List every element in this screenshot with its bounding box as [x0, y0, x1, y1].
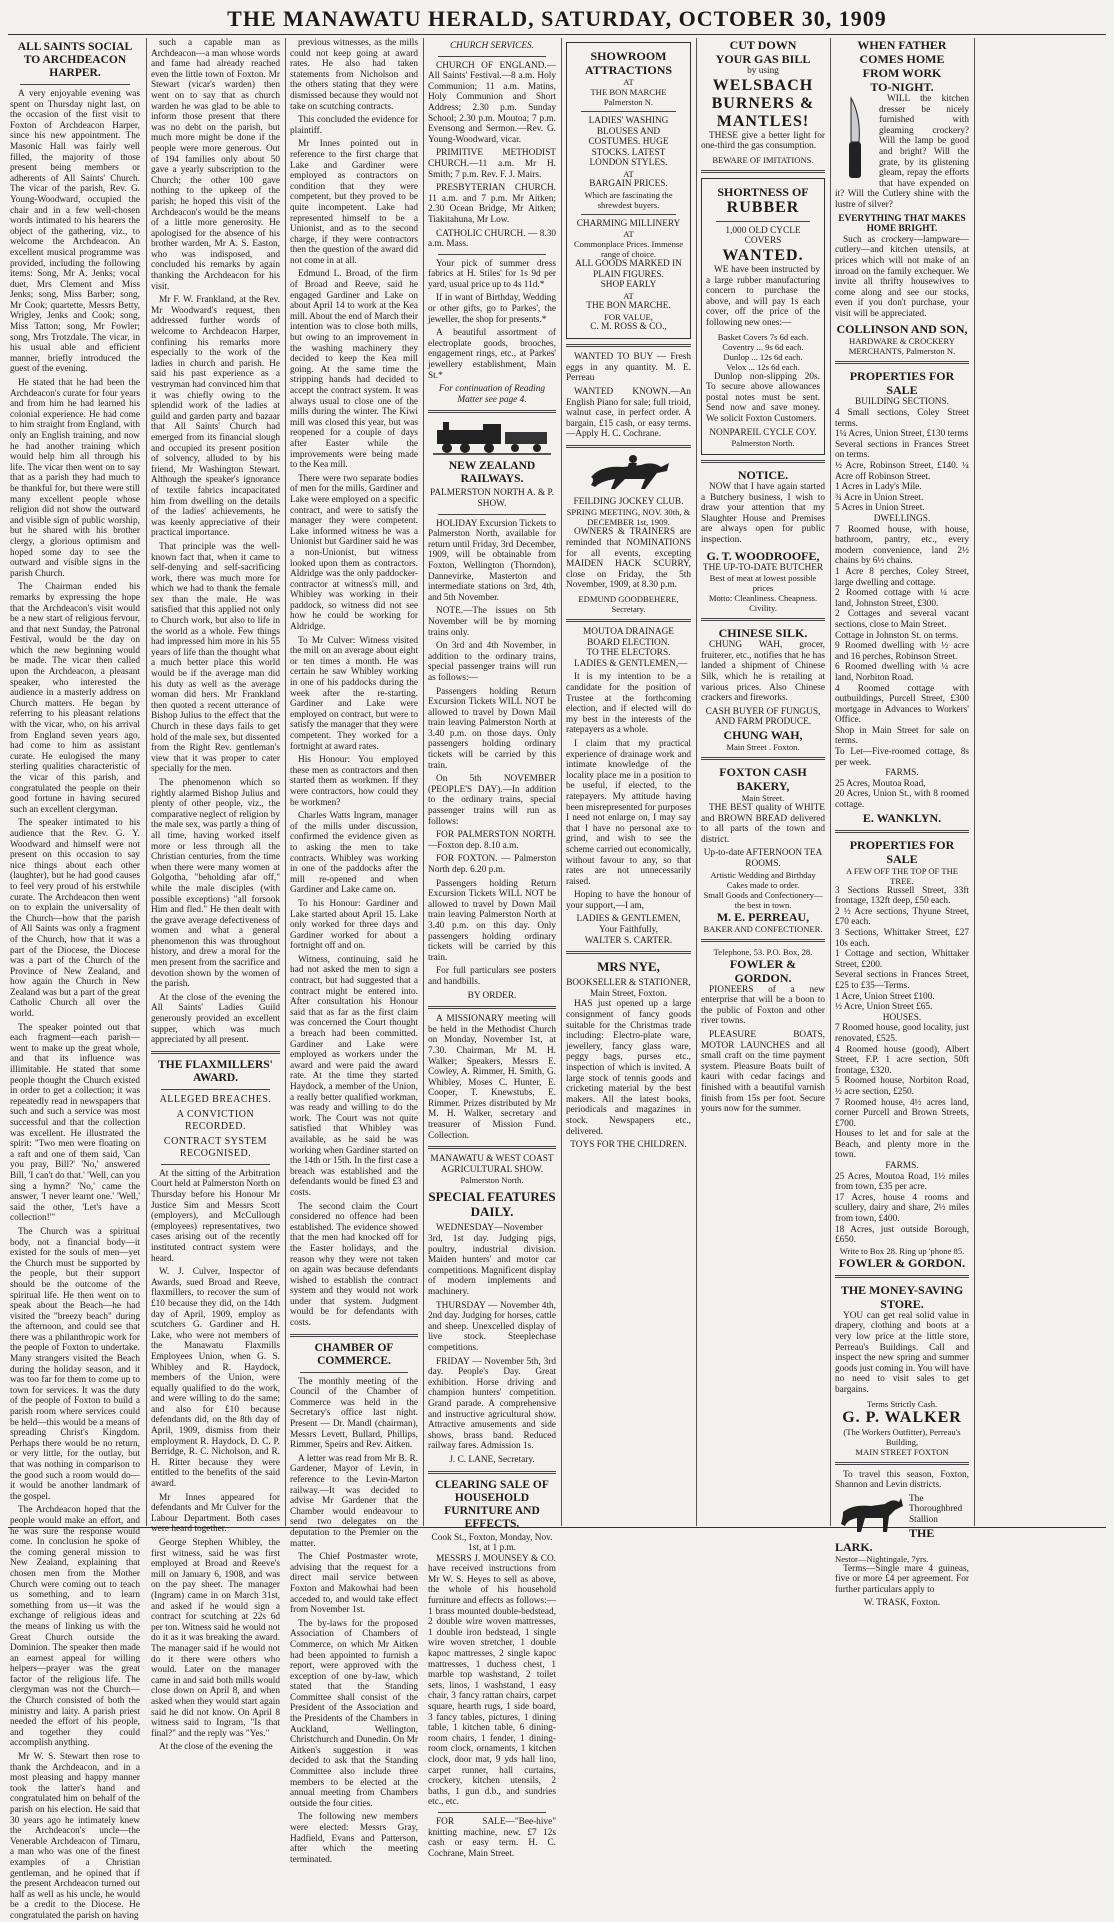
paragraph: The Church was a spiritual body, not a financial body—it existed for the souls of men—yet the Church must be supported by the people, but their support should be the outcome of the spiritual life. He then went on to speak about the Beach—he had visited the "breezy beach" during the afternoon, and could see that there was a philanthropic work for the people of Foxton to undertake. Many strangers visited the Beach during the holiday season, and it was too far for them to come up to town for services. It was the duty of the people of Foxton to build a parish room where services could be held—this would be a means of spreading Christ's Kingdom. Perhaps there would be no return, or very little, for the outlay, but that was nothing in comparison to the good such a room would do—it would be another landmark of the gospel.	[10, 1226, 140, 1502]
classified: WANTED KNOWN.—An English Piano for sale; full trioid, walnut case, in perfect order. A bargain, £15 cash, or easy terms.—Apply H. C. Cochrane.	[566, 386, 691, 440]
paragraph: PLEASURE BOATS, MOTOR LAUNCHES and all small craft on the time payment system. Pleasure Boats built of kauri with cedar facings and finished with a beautiful varnish finish from 15s per foot. Secure yours now for the summer.	[701, 1029, 825, 1115]
mrsnye-heading: MRS NYE,	[597, 959, 660, 975]
list-item: 20 Acres, Union St., with 8 roomed cottage.	[835, 789, 969, 811]
properties-heading: PROPERTIES FOR SALE	[849, 369, 955, 398]
divider	[438, 514, 546, 515]
article-headline: THE FLAXMILLERS' AWARD.	[158, 1058, 273, 1084]
walker-place: MAIN STREET FOXTON	[855, 1446, 949, 1457]
subheading: CONTRACT SYSTEM RECOGNISED.	[163, 1135, 268, 1159]
divider	[716, 221, 810, 222]
walker-name: G. P. WALKER	[842, 1408, 962, 1426]
show-heading: SPECIAL FEATURES DAILY.	[428, 1189, 556, 1220]
paragraph: At the sitting of the Arbitration Court held at Palmerston North on Thursday before his Honour Mr Justice Sim and Messrs Scott (employers), and McCullough (employees) representatives, two cases arising out of the recently instituted contract system were heard.	[151, 1168, 280, 1264]
divider	[566, 344, 691, 347]
article-headline: CHAMBER OF COMMERCE.	[314, 1341, 394, 1367]
notice-heading: NOTICE.	[737, 468, 789, 483]
column-4	[428, 38, 556, 1859]
ad-line: Which are fascinating the shrewdest buyers.	[584, 189, 673, 210]
divider	[438, 1812, 546, 1813]
divider	[566, 445, 691, 448]
masthead-rule	[8, 34, 1106, 35]
list-item: 4 Roomed cottage with outbuildings, Purcell Street, £300 mortgage in Advances to Workers' Office.	[835, 683, 969, 726]
list-item: 1 Acres in Lady's Mile.	[835, 482, 922, 493]
ad-line: Palmerston N.	[603, 97, 654, 107]
paragraph: The phenomenon which so rightly alarmed Bishop Julius and plenty of other people, viz., the comparative neglect of religion by the male sex, was partly a thing of all time, having worked itself more or less through all the Christian centuries, from the time when there were many women at Golgotha, "beholding afar off," while the male disciples (with possible exceptions) "all forsook Him and fled." He then dealt with the grave average defectiveness of women and what a general phenomenon this was throughout history, and drew a moral for the men present from the sacrifice and devotion shown by the women of the parish.	[151, 777, 280, 990]
ad-line: Palmerston North.	[731, 438, 795, 449]
notice-item: Your pick of summer dress fabrics at H. Stiles' for 1s 9d per yard, usual price up to 4s 11d.*	[428, 258, 556, 290]
ad-line: FOR VALUE,	[604, 311, 653, 322]
column-5	[566, 38, 691, 1526]
paragraph: Mr W. S. Stewart then rose to thank the Archdeacon, and in a most pleasing and happy manner took the latter's hand and congratulated him on behalf of the parish on his election. He said that 30 years ago he intimately knew the Archdeacon's uncle—the Venerable Archdeacon of Timaru, a man who was one of the finest examples of a Christian gentleman, and he opined that if the present Archdeacon turned out half as well as his uncle, he would be a credit to the Diocese. He congratulated the parish on having	[10, 1752, 140, 1921]
paragraph: Hoping to have the honour of your support,—I am,	[566, 890, 691, 911]
paragraph: Passengers holding Return Excursion Tickets WILL NOT be allowed to travel by Down Mail train leaving Palmerston North at 3.40 p.m. on those days. Only passengers holding ordinary tickets will be carried by this train.	[428, 686, 556, 771]
paragraph: The second claim the Court considered no offence had been established. The evidence showed that the men had knocked off for the Easter holidays, and the reason why they were not taken on again was because defendants wished to establish the contract system and they would not work under that system. Judgment would be for defendants with costs.	[290, 1201, 418, 1329]
butcher-sub: THE UP-TO-DATE BUTCHER	[702, 562, 824, 573]
ad-line: Up-to-date AFTERNOON TEA ROOMS.	[703, 848, 823, 869]
paragraph: The by-laws for the proposed Association of Chambers of Commerce, on which Mr Aitken had been appointed to furnish a report, were approved with the exception of one by-law, which stated that the Standing Committee shall consist of the President of the Association and the Presidents of the Chambers in Auckland, Wellington, Christchurch and Dunedin. On Mr Aitken's suggestion it was decided to ask that the Standing Committee also include three members to be elected at the annual meeting from Chambers outside the four cities.	[290, 1618, 418, 1809]
service-item: PRIMITIVE METHODIST CHURCH.—11 a.m. Mr H. Smith; 7 p.m. Rev. F. J. Mairs.	[428, 148, 556, 180]
column-divider	[285, 38, 286, 1526]
divider	[428, 1006, 556, 1009]
column-2	[151, 38, 280, 1753]
paragraph: HOLIDAY Excursion Tickets to Palmerston North, available for return until Friday, 3rd December, 1909, will be obtainable from Foxton, Wellington (Thorndon), Dannevirke, Masterton and intermediate stations on 3rd, 4th, and 5th November.	[428, 518, 556, 603]
column-6	[701, 38, 825, 1526]
paragraph: The monthly meeting of the Council of the Chamber of Commerce was held in the Secretary's office last night. Present — Dr. Mandl (chairman), Messrs Levett, Bullard, Phillips, Rimmer, Speirs and Rev. Aitken.	[290, 1376, 418, 1451]
paragraph: The speaker intimated to his audience that the Rev. G. Y. Woodward and himself were not present on this occasion to say nice things about each other (laughter), but he had good causes to feel very proud of his erstwhile curate. The Archdeacon then went on to explain the universality of the Church—how that the parish of All Saints was only a fragment of the Church, how that it was a part of the Diocese, the Diocese was a part of the Church of the Province of New Zealand, and how again the Church in New Zealand was but a part of the great Catholic Church all over the world.	[10, 818, 140, 1020]
lark-name: THE LARK.	[835, 1525, 935, 1554]
properties-sub: FARMS.	[885, 1161, 919, 1172]
column-divider	[146, 38, 147, 1526]
bakery-place: Main Street.	[741, 793, 785, 803]
train-illustration	[433, 418, 551, 456]
collinson-sub: HARDWARE & CROCKERY MERCHANTS, Palmerston N.	[848, 336, 956, 357]
paragraph: On 3rd and 4th November, in addition to the ordinary trains, special passenger trains will run as follows:—	[428, 641, 556, 683]
list-item: ½ Acre, Robinson Street, £140. ¼ Acre off Robinson Street.	[835, 461, 969, 482]
divider	[701, 170, 825, 173]
paragraph: The speaker pointed out that each fragment—each parish—went to make up the great whole, and that its influence was illimitable. He stated that some people thought the Church existed in order to get a collection; it was repeatedly read in newspapers that such and such a service was most successful and that the collection was excellent. He illustrated the spirit: "Two men were floating on a raft and one of them said, 'Can you pray, Bill?' 'No,' answered Bill, 'I can't do that.' 'Well, can you sing a hymn?' 'No,' came the answer, 'I never learnt one.' 'Well,' said the other, 'Let's have a collection!'"	[10, 1022, 140, 1224]
ad-line: Artistic Wedding and Birthday Cakes made to order.	[710, 869, 816, 890]
showroom-ad	[566, 42, 691, 339]
subheading: ALLEGED BREACHES.	[159, 1093, 272, 1105]
paragraph: FOR PALMERSTON NORTH.—Foxton dep. 8.10 a.m.	[428, 830, 556, 851]
paragraph: A MISSIONARY meeting will be held in the Methodist Church on Monday, November 1st, at 7.30. Chairman, Mr M. H. Walker; Speakers, Messrs E. Cowley, A. Rimmer, H. Smith, G. Whibley, Moses C. Hunter, E. Cooper, T. Knewstubs, E. Rimmer. Prizes distributed by Mr M. H. Walker, secretary and treasurer of Mission Fund. Collection.	[428, 1014, 556, 1141]
paragraph: This concluded the evidence for plaintiff.	[290, 115, 418, 136]
horse-jockey-illustration	[581, 453, 677, 493]
classified: WANTED TO BUY — Fresh eggs in any quantity. M. E. Perreau	[566, 352, 691, 384]
paragraph: Edmund L. Broad, of the firm of Broad and Reeve, said he engaged Gardiner and Lake on about April 14 to work at the Kea mill. About the end of March their intention was to close both mills, but owing to an improvement in the washing machinery they decided to keep the Kea mill going. At the same time the stripping hands had decided to accept the contract system. It was always usual to close one of the mills during the winter. The Kiwi mill was closed this year, but was reopened for a couple of days after Easter while the improvements were being made to the Kea mill.	[290, 269, 418, 471]
service-item: PRESBYTERIAN CHURCH. 11 a.m. and 7 p.m. Mr Aitken; 2.30 Ocean Bridge, Mr Aitken; Tiakitahuna, Mr Low.	[428, 183, 556, 225]
bakery-heading: FOXTON CASH BAKERY,	[719, 765, 807, 793]
divider	[428, 1471, 556, 1474]
list-item: 1 Cottage and section, Whittaker Street, £200.	[835, 949, 969, 970]
ad-line: BARGAIN PRICES.	[589, 178, 668, 189]
divider	[438, 254, 546, 255]
ad-line: CUT DOWN	[729, 38, 797, 52]
moneysaving-heading: THE MONEY-SAVING STORE.	[840, 1282, 964, 1311]
ad-line: YOUR GAS BILL	[715, 52, 811, 66]
paragraph: Mr F. W. Frankland, at the Rev. Mr Woodward's request, then addressed further words of welcome to Archdeacon Harper, confining his remarks more especially to the work of the ladies in church and parish. He said his past experience as a vestryman had convinced him that it was chiefly owing to the splendid work of the ladies at guild and garden party and bazaar that All Saints' Church had emerged from its financial slough and occupied its present position of solvency, alluded to by his friend, Mr Washington Stewart. Although the speaker's ignorance of textile fabrics incapacitated him from dwelling on the details of the ladies' achievements, he was keenly appreciative of their practical importance.	[151, 295, 280, 539]
paragraph: To Mr Culver: Witness visited the mill on an average about eight or ten times a month. He was certain he saw Whibley working in one of his paddocks during the week after the re-starting. Gardiner and Lake were employed on contract, but were to satisfy the manager that they were competent. They worked for a fortnight at award rates.	[290, 635, 418, 752]
show-title: MANAWATU & WEST COAST AGRICULTURAL SHOW.	[430, 1154, 554, 1175]
list-item: 9 Roomed dwelling with ½ acre and 16 perches, Robinson Street.	[835, 641, 969, 662]
collinson-name: COLLINSON AND SON,	[836, 322, 968, 337]
divider	[428, 1146, 556, 1149]
paragraph: THESE give a better light for one-third the gas consumption.	[701, 130, 825, 152]
list-item: 4 Roomed house (good), Albert Street, F.P. 1 acre section, 50ft frontage, £320.	[835, 1044, 969, 1076]
paragraph: For full particulars see posters and handbills.	[428, 966, 556, 987]
divider	[701, 460, 825, 463]
paragraph: The Archdeacon hoped that the people would make an effort, and he was sure the response would come. In conclusion he spoke of the coming general mission to New Zealand, explaining that chosen men from the Mother Church were coming out to teach us something, and to learn something from us—it was the exchange of religious ideas and the means of linking us with the Great Church outside the Dominion. The speaker then made an earnest appeal for willing helpers—prayer was the great factor of the religious life. The clergyman was not the Church—the Church consisted of both the ministry and laity. A parish priest needed the effort of his people, and together they could accomplish anything.	[10, 1505, 140, 1749]
column-divider	[423, 38, 424, 1526]
service-item: CATHOLIC CHURCH. — 8.30 a.m. Mass.	[428, 228, 556, 250]
toys-line: TOYS FOR THE CHILDREN.	[570, 1140, 687, 1151]
list-item: 4 Small sections, Coley Street terms.	[835, 408, 969, 429]
mrsnye-place: Main Street, Foxton.	[590, 988, 667, 999]
divider	[701, 939, 825, 942]
electors-heading: TO THE ELECTORS.	[586, 648, 671, 659]
divider	[161, 1164, 270, 1165]
list-item: ½ Acre, Union Street £65.	[835, 1002, 933, 1013]
column-divider	[974, 38, 975, 1526]
paragraph: I claim that my practical experience of drainage work and intimate knowledge of the locality place me in a position to be useful, if elected, to the ratepayers. My attitude having been misrepresented for purposes I need not enlarge on, I may say that I have no personal axe to grind, and wish to see the scheme carried out economically, without favour to any, so that rates are not unnecessarily raised.	[566, 738, 691, 887]
jockey-club: FEILDING JOCKEY CLUB.	[573, 496, 684, 507]
chungwah-place: Main Street . Foxton.	[726, 742, 800, 752]
divider	[701, 757, 825, 760]
list-item: Shop in Main Street for sale on terms.	[835, 725, 969, 747]
paragraph: At the close of the evening the All Saints' Ladies Guild generously provided an excellent supper, which was much appreciated by all present.	[151, 992, 280, 1046]
list-item: 17 Acres, house 4 rooms and scullery, dairy and share, 2½ miles from town, £400.	[835, 1192, 969, 1225]
paragraph: Such as crockery—lampware—cutlery—and kitchen utensils, at prices which will not make of an inroad on the family exchequer. We invite all thrifty housewives to come along and see our stocks, even if you don't purchase, your visit will be appreciated.	[835, 234, 969, 319]
show-place: Palmerston North.	[460, 1175, 524, 1186]
divider	[566, 619, 691, 622]
list-item: 2 ½ Acre sections, Thyune Street, £70 each.	[835, 906, 969, 928]
ad-line: COMES HOME	[859, 52, 945, 66]
list-item: 7 Roomed house, good locality, just renovated, £525.	[835, 1023, 969, 1044]
wanklyn-name: E. WANKLYN.	[862, 810, 942, 825]
divider	[161, 1089, 270, 1090]
paragraph: A very enjoyable evening was spent on Thursday night last, on the occasion of the first visit to Foxton of Archdeacon Harper, since his new appointment. The Masonic Hall was fairly well filled, the majority of those present being members or adherents of All Saints' Church. The vicar of the parish, Rev. G. Young-Woodward, occupied the chair and in a few well-chosen words intimated to his hearers the object of the gathering, viz., to welcome the Archdeacon. An excellent musical programme was provided, including the following items: Song, Mr A. Jenks; vocal duet, Mrs Clement and Miss Jenks; song, Miss Barber; song, Mr Cook; quartette, Messrs Betty, Wrigley, Jenks and Cook; song, Miss Tatton; song, Mr Fowler; song, Mrs Trotzdale. The vicar, in his usual able and efficient manner, briefly introduced the guest of the evening.	[10, 89, 140, 375]
column-divider	[561, 38, 562, 1526]
ad-line: WELSBACH	[712, 76, 814, 94]
silk-heading: CHINESE SILK.	[718, 626, 808, 641]
paragraph: Dunlop non-slipping 20s. To secure above allowances postal notes must be sent. Send now and save money. We solicit Foxton Customers.	[706, 371, 820, 424]
paragraph: To his Honour: Gardiner and Lake started about April 15. Lake only worked for three days and Gardiner worked for about a fortnight off and on.	[290, 898, 418, 952]
list-item: Cottage in Johnston St. on terms.	[835, 630, 959, 641]
paragraph: LADIES & GENTLEMEN,—	[574, 658, 688, 669]
ad-line: by using	[747, 66, 779, 76]
ad-line: AT	[623, 290, 634, 301]
properties-sub: A FEW OFF THE TOP OF THE TREE.	[845, 865, 959, 886]
divider	[701, 618, 825, 621]
paragraph: W. J. Culver, Inspector of Awards, sued Broad and Reeve, flaxmillers, to recover the sum of £10 because they did, on the 14th day of April, 1909, employ as scutchers G. Gardiner and H. Lake, who were not members of the Manawatu Flaxmills Employees Union, when G. S. Whibley and R. Haydock, members of the Union, were equally qualified to do the work, and were willing to do the same; and also for £10 because defendants did, on the 8th day of April, 1909, dismiss from their employment R. Haydock, D. C. P. Berridge, R. C. Nicholson, and R. H. Ritter because they were entitled to the benefits of the said award.	[151, 1267, 280, 1490]
column-1	[10, 38, 140, 1921]
perreau-sub: BAKER AND CONFECTIONER.	[703, 923, 823, 934]
list-item: 2 Cottages and several vacant sections, close to Main Street.	[835, 609, 969, 630]
properties-sub: BUILDING SECTIONS.	[855, 397, 949, 408]
divider	[581, 111, 676, 112]
paragraph: OWNERS & TRAINERS are reminded that NOMINATIONS for all events, excepting MAIDEN HACK SCURRY, close on Friday, the 5th November, 1909, at 8.30 p.m.	[566, 527, 691, 591]
notice-item: A beautiful assortment of electroplate goods, brooches, engagement rings, etc., at Parkes' jewellery establishment, Main St.*	[428, 328, 556, 381]
ad-line: Commonplace Prices. Immense range of choice.	[573, 239, 684, 260]
knife-illustration	[835, 96, 875, 180]
ad-line: THE BON MARCHE.	[586, 300, 671, 311]
perreau-name: M. E. PERREAU,	[716, 909, 810, 924]
paragraph: Witness, continuing, said he had not asked the men to sign a contract, but had suggested that a contract might be entered into. After consultation his Honour said that as far as the first claim was concerned the Court thought a breach had been committed. Gardiner and Lake were employed as workers under the award and were paid the award rate. At the time they started Haydock, a member of the Union, a really better qualified workman, was ready and willing to do the work. The Court was not quite satisfied that Whibley was available, as he said he was working when Gardiner started on the 14th or 15th. In the first case a breach was established and the defendants would be fined £3 and costs.	[290, 954, 418, 1198]
list-item: To Let—Five-roomed cottage, 8s per week.	[835, 747, 969, 768]
masthead: THE MANAWATU HERALD, SATURDAY, OCTOBER 30, 1909	[227, 6, 887, 31]
spring-meeting: SPRING MEETING, NOV. 30th, & DECEMBER 1st, 1909.	[566, 507, 691, 528]
list-item: 5 Acres in Union Street.	[835, 503, 925, 514]
list-item: ¾ Acre in Union Street.	[835, 492, 924, 503]
list-item: Houses to let and for sale at the Beach, and plenty more in the town.	[835, 1129, 969, 1161]
divider	[20, 84, 130, 85]
properties-sub: DWELLINGS.	[873, 514, 931, 524]
signature: J. C. LANE, Secretary.	[449, 1454, 535, 1465]
fungus-line: CASH BUYER OF FUNGUS, AND FARM PRODUCE.	[705, 706, 821, 728]
ad-line: Velox ... 12s 6d each.	[726, 361, 800, 372]
rubber-ad	[701, 178, 825, 455]
properties-sub: FARMS.	[885, 768, 919, 779]
subheading: A CONVICTION RECORDED.	[176, 1108, 255, 1132]
paragraph: HAS just opened up a large consignment of fancy goods suitable for the Christmas trade including: Electro-plate ware, jewellery, fancy glass ware, peggy bags, purses etc., inspection of which is invited. A large stock of tennis goods and cricketing material by the best makers. All the latest books, periodicals and magazines in stock. Newspapers etc., delivered.	[566, 999, 691, 1137]
walker-sub: (The Workers Outfitter), Perreau's Building,	[843, 1426, 961, 1447]
paragraph: Terms—Single mare 4 guineas, five or more £4 per agreement. For further particulars apply to	[835, 1563, 969, 1595]
terms-line: Terms Strictly Cash.	[866, 1398, 938, 1409]
ad-line: Basket Covers 7s 6d each.	[717, 331, 809, 342]
paragraph: WEDNESDAY—November 3rd, 1st day. Judging pigs, poultry, industrial division. Maiden hunters' and motor car competitions. Magnificent display of modern implements and machinery.	[428, 1223, 556, 1297]
sale-date: Cook St., Foxton, Monday, Nov. 1st, at 1 p.m.	[431, 1532, 553, 1554]
ad-line: The Thoroughbred Stallion	[909, 1493, 963, 1525]
divider	[438, 56, 546, 57]
divider	[835, 830, 969, 833]
contact-line: Write to Box 28. Ring up 'phone 85.	[839, 1245, 965, 1256]
paragraph: WE have been instructed by a large rubber manufacturing concern to purchase the above, and will pay 1s each cover, off the price of the following new ones:—	[706, 264, 820, 328]
article-headline: ALL SAINTS SOCIAL TO ARCHDEACON HARPER.	[17, 41, 133, 79]
signature: LADIES & GENTLEMEN,	[576, 914, 681, 925]
ad-line: LADIES' WASHING BLOUSES AND COSTUMES. HUGE STOCKS. LATEST LONDON STYLES.	[588, 116, 669, 169]
paragraph: To travel this season, Foxton, Shannon and Levin districts.	[835, 1469, 969, 1491]
divider	[428, 410, 556, 413]
notice-item: If in want of Birthday, Wedding or other gifts, go to Parkes', the jeweller, the shop for presents.*	[428, 293, 556, 325]
ad-line: WHEN FATHER	[857, 38, 947, 52]
butcher-name: G. T. WOODROOFE,	[706, 548, 820, 563]
ad-line: SHOP EARLY	[600, 280, 657, 291]
telephone: Telephone, 53. P.O. Box, 28.	[713, 946, 813, 957]
list-item: 25 Acres, Moutoa Road, 1½ miles from town, £35 per acre.	[835, 1171, 969, 1193]
column-divider	[830, 38, 831, 1526]
column-3	[290, 38, 418, 1865]
paragraph: such a capable man as Archdeacon—a man whose words and fame had already reached even the little town of Foxton. Mr Stewart (vicar's warden) then went on to say that as church warden he was glad to be able to inform those present that there was no debt on the parish, but much more might be done if the people were more generous. Out of 194 families only about 50 gave a yearly subscription to the Church; the other 100 gave nothing to the upkeep of the parish; he hoped this visit of the Archdeacon's would be the means of a little more generosity. He apologised for the absence of his brother warden, Mr A. S. Easton, who was indisposed, and concluded his remarks by again thanking the Archdeacon for his visit.	[151, 38, 280, 292]
ad-line: TO-NIGHT.	[870, 80, 934, 94]
list-item: 5 Roomed house, Norbiton Road, ½ acre section, £250.	[835, 1076, 969, 1097]
ad-line: Small Goods and Confectionery—the best in town.	[703, 889, 823, 910]
ad-line: 1,000 OLD CYCLE COVERS	[725, 225, 801, 247]
ad-line: BURNERS &	[711, 94, 815, 112]
paragraph: Passengers holding Return Excursion Tickets WILL NOT be allowed to travel by Down Mail train leaving Palmerston North at 3.40 p.m. on this day. Only passengers holding ordinary tickets will be carried by this train.	[428, 878, 556, 963]
ad-line: NONPAREIL CYCLE COY.	[709, 427, 817, 438]
column-divider	[696, 38, 697, 1526]
paragraph: George Stephen Whibley, the first witness, said he was first employed at Broad and Reeve's mill on January 6, 1908, and was on the pay sheet. The manager (Ingram) came in on March 31st, and asked if he would sign a contract for scutching at 22s 6d per ton. Witness said he would not do it as it was breaking the award. The manager said if he would not do it there were others who would. Later on the manager came in and said both mills would close down on April 8, and when asked when they would start again said he did not know. On April 8 witness said to Ingram, "Is that final?" and the reply was "Yes."	[151, 1538, 280, 1739]
ad-line: WANTED.	[722, 246, 804, 264]
service-item: CHURCH OF ENGLAND.—All Saints' Festival.—8 a.m. Holy Communion; 11 a.m. Matins, Holy Communion and Short Address; 2.30 p.m. Sunday School; 2.30 p.m. Moutoa; 7 p.m. Evensong and Sermon.—Rev. G. Young-Woodward, vicar.	[428, 60, 556, 145]
divider	[581, 214, 676, 215]
list-item: 6 Roomed dwelling with ¼ acre land, Norbiton Road.	[835, 662, 969, 683]
ad-line: Dunlop ... 12s 6d each.	[723, 351, 803, 362]
list-item: 3 Sections Russell Street, 33ft frontage, 132ft deep, £50 each.	[835, 885, 969, 907]
ad-line: CHARMING MILLINERY	[576, 218, 681, 229]
paragraph: That principle was the well-known fact that, when it came to self-denying and self-sacrificing work, there was much more for which we had to thank the female sex than the male. He was satisfied that this applied not only to Church work, but also to life in the world as a whole. Few things had impressed him more in his 55 years of life than the thought what a much better place this world would be if the average man did his duty as well as the average woman did hers. Mr Frankland then quoted a recent utterance of Bishop Julius to the effect that the Church in these days fails to get hold of the male sex, but dissented from the Right Rev. gentleman's view that it was proper to cater specially for the men.	[151, 541, 280, 775]
paragraph: THE BEST quality of WHITE and BROWN BREAD delivered to all parts of the town and district.	[701, 803, 825, 845]
drainage-heading: MOUTOA DRAINAGE BOARD ELECTION.	[583, 627, 674, 648]
ad-line: AT	[623, 168, 634, 179]
signature: Your Faithfully,	[599, 925, 658, 936]
ad-line: SHOWROOM	[590, 49, 667, 63]
properties-heading: PROPERTIES FOR SALE	[849, 837, 955, 866]
paragraph: WILL the kitchen dresser be nicely furnished with gleaming crockery? Will the lamp be good and bright? Will the grate, by its glistening gleam, repay the efforts that have expended on it? Will the Cutlery shine with the lustre of silver?	[835, 94, 969, 210]
signature: BY ORDER.	[467, 990, 517, 1001]
ad-line: Coventry ... 9s 6d each.	[722, 341, 804, 352]
list-item: 2 Roomed cottage with ¼ acre land, Johnston Street, £300.	[835, 588, 969, 609]
paragraph: FRIDAY — November 5th, 3rd day. People's Day. Great exhibition. Horse driving and champion hunters' competition. Grand parade. A comprehensive and instructive agricultural show. Attractive amusements and side shows, brass band. Reduced railway fares. Admission 1s.	[428, 1356, 556, 1452]
ad-line: BEWARE OF IMITATIONS.	[712, 154, 814, 165]
paragraph: YOU can get real solid value in drapery, clothing and boots at a very low price at the little store, Perreau's Buildings. Call and inspect the new spring and summer goods just coming in. You will have no need to visit sales to get bargains.	[835, 1310, 969, 1395]
signature: EDMUND GOODBEHERE, Secretary.	[578, 594, 679, 615]
fowler-name: FOWLER & GORDON.	[838, 1255, 966, 1270]
paragraph: NOTE.—The issues on 5th November will be by morning trains only.	[428, 606, 556, 638]
paragraph: NOW that I have again started a Butchery business, I wish to draw your attention that my Slaughter House and Premises are always open for public inspection.	[701, 482, 825, 546]
paragraph: THURSDAY — November 4th, 2nd day. Judging for horses, cattle and sheep. Unexcelled display of live stock. Steeplechase competitions.	[428, 1300, 556, 1353]
list-item: Several sections in Frances Street on terms.	[835, 439, 969, 461]
ad-line: FROM WORK	[862, 66, 942, 80]
fowler-heading: FOWLER & GORDON.	[729, 956, 797, 985]
continuation-note: For continuation of Reading Matter see page 4.	[438, 384, 546, 405]
signature: W. TRASK, Foxton.	[863, 1598, 941, 1609]
signature: WALTER S. CARTER.	[584, 935, 673, 946]
paragraph: The Chairman ended his remarks by expressing the hope that the Archdeacon's visit would be a new start of religious fervour, and that next Sunday, the Patronal Festival, would be the day on which the new beginning would be made. The vicar then called upon the Archdeacon, a pleasant speaker, who interested the audience in a masterly address on Church matters. He began by referring to his pleasant relations with the vicar, who, on his arrival from England seven years ago, had come to him as assistant curate. He eulogised the many sterling qualities characteristic of the vicar of this parish, and congratulated the people on their good fortune in having secured such an excellent clergyman.	[10, 582, 140, 815]
paragraph: A letter was read from Mr B. R. Gardener, Mayor of Levin, in reference to the Levin-Marton railway.—It was decided to advise Mr Gardener that the Chamber would endeavour to send two delegates on the deputation to the Premier on the matter.	[290, 1453, 418, 1549]
paragraph: Charles Watts Ingram, manager of the mills under discussion, confirmed the evidence given as to asking the men to take contracts. Whibley was working in one of the paddocks after the mill re-opened and when Gardiner and Lake came on.	[290, 811, 418, 896]
ad-line: ATTRACTIONS	[584, 63, 673, 77]
paragraph: He stated that he had been the Archdeacon's curate for four years and from him he had learned his colonial experience. He had come to him straight from England, with only an English training, and now he had another training which would help him all through his life. The vicar then went on to say that as a parish they had much to be thankful for, but there were still many excellent people whose religion did not show the outward and visible sign of public worship, but he shared with his brother clergy, a glorious optimism and hoped some day to see the outward and visible signs in the parish Church.	[10, 378, 140, 579]
paragraph: Mr Innes pointed out in reference to the first charge that Lake and Gardiner were employed as contractors on condition that they were competent, but they proved to be quite incompetent. Lake had represented himself to be a Unionist, and as to the second charge, if they were contractors then the question of the award did not come in at all.	[290, 139, 418, 266]
list-item: 3 Sections, Whittaker Street, £27 10s each.	[835, 928, 969, 949]
paragraph: FOR SALE—"Bee-hive" knitting machine, new. £7 12s cash or easy term. H. C. Cochrane, Main Street.	[428, 1816, 556, 1859]
railway-title: NEW ZEALAND RAILWAYS.	[448, 460, 536, 486]
paragraph: At the close of the evening the	[159, 1742, 273, 1753]
list-item: 7 Roomed house, 4½ acres land, corner Purcell and Brown Streets, £700.	[835, 1097, 969, 1129]
butcher-best: Best of meat at lowest possible prices	[709, 573, 817, 594]
divider	[151, 1051, 280, 1054]
divider	[835, 1462, 969, 1465]
list-item: 1¼ Acres, Union Street, £130 terms	[835, 429, 969, 440]
stallion-illustration	[835, 1494, 905, 1536]
column-7	[835, 38, 969, 1609]
ad-line: EVERYTHING THAT MAKES HOME BRIGHT.	[838, 213, 966, 235]
ad-line: C. M. ROSS & CO.,	[590, 321, 667, 332]
ad-line: THE BON MARCHE	[590, 87, 667, 97]
paragraph: The following new members were elected: Messrs Gray, Hadfield, Evans and Patterson, after which the meeting terminated.	[290, 1812, 418, 1865]
paragraph: His Honour: You employed these men as contractors and then started them as workmen. If they were contractors, how could they be workmen?	[290, 755, 418, 808]
ad-line: AT	[623, 77, 634, 87]
ad-line: RUBBER	[726, 198, 800, 216]
paragraph: MESSRS J. MOUNSEY & CO. have received instructions from Mr W. S. Heyes to sell as above, the whole of his household furniture and effects as follows:— 1 brass mounted double-bedstead, 2 double wire woven mattresses, 1 double iron bedstead, 1 single wire woven stretcher, 1 double kapoc mattresses, 2 single kapoc mattresses, 1 duchess chest, 1 marble top washstand, 2 toilet sets, linos, 1 washstand, 1 easy chair, 3 fancy rattan chairs, carpet square, hearth rugs, 1 side board, 3 fancy tables, pictures, 1 dining table, 1 kitchen table, 6 dining-room chairs, 1 fender, 1 dining-room clock, ornaments, 1 kitchen clock, door mat, 9 yds hall lino, carpet runner, hall curtains, crockery, kitchen utensils, 2 baths, 1 gun d.b., and sundries etc., etc.	[428, 1553, 556, 1808]
ad-line: ALL GOODS MARKED IN PLAIN FIGURES.	[575, 259, 682, 280]
paragraph: previous witnesses, as the mills could not keep going at award rates. He also had taken statements from Nicholson and the others stating that they were dismissed because they would not take on scutching contracts.	[290, 38, 418, 112]
chungwah-name: CHUNG WAH,	[723, 728, 803, 742]
list-item: 25 Acres, Moutoa Road,	[835, 778, 926, 789]
paragraph: On 5th NOVEMBER (PEOPLE'S DAY).—In addition to the ordinary trains, special passenger trains will run as follows:	[428, 774, 556, 827]
paragraph: PIONEERS of a new enterprise that will be a boon to the public of Foxton and other river towns.	[701, 984, 825, 1027]
paragraph: The Chief Postmaster wrote, advising that the request for a direct mail service between Foxton and Makowhai had been acceded to, and would take effect from November 1st.	[290, 1552, 418, 1616]
list-item: 1 Acre 8 perches, Coley Street, large dwelling and cottage.	[835, 566, 969, 588]
paragraph: There were two separate bodies of men for the mills. Gardiner and Lake were employed on a specific contract, and were to satisfy the manager they were competent. Lake informed witness he was a Unionist but Gardiner said he was a non-Unionist, but witness looked upon them as contractors. Aldridge was the only paddocker-contractor at witness's mill, and Whibley was working in their paddock, so witness did not see how he could be working for Aldridge.	[290, 473, 418, 633]
divider	[835, 361, 969, 364]
divider	[290, 1334, 418, 1337]
butcher-motto: Motto: Cleanliness. Cheapness. Civility.	[708, 593, 818, 614]
paragraph: Mr Innes appeared for defendants and Mr Culver for the Labour Department. Both cases were heard together.	[151, 1492, 280, 1535]
railway-subtitle: PALMERSTON NORTH A. & P. SHOW.	[430, 488, 554, 509]
paragraph: FOR FOXTON. — Palmerston North dep. 6.20 p.m.	[428, 854, 556, 875]
divider	[835, 1275, 969, 1278]
list-item: 7 Roomed house, with house, bathroom, pantry, etc., every modern convenience, land 2½ chains by 6½ chains.	[835, 524, 969, 567]
list-item: Several sections in Frances Street, £25 to £35—Terms.	[835, 970, 969, 991]
ad-line: MANTLES!	[716, 112, 810, 130]
divider	[566, 951, 691, 954]
paragraph: CHUNG WAH, grocer, fruiterer, etc., notifies that he has landed a shipment of Chinese Silk, which he is retailing at various prices. Also Chinese crackers and fireworks.	[701, 640, 825, 704]
sale-heading: CLEARING SALE OF HOUSEHOLD FURNITURE AND EFFECTS.	[435, 1478, 549, 1530]
ad-line: SHORTNESS OF	[717, 184, 809, 199]
divider	[300, 1372, 408, 1373]
paragraph: It is my intention to be a candidate for the position of Trustee at the forthcoming election, and if elected will do my best in the interests of the ratepayers as a whole.	[566, 672, 691, 736]
list-item: 1 Acre, Union Street £100.	[835, 991, 935, 1002]
mrsnye-sub: BOOKSELLER & STATIONER,	[566, 978, 691, 989]
ad-line: AT	[623, 229, 634, 240]
ad-line: Nestor—Nightingale, 7yrs.	[835, 1553, 929, 1564]
section-heading: CHURCH SERVICES.	[449, 41, 534, 51]
list-item: 18 Acres, just outside Borough, £650.	[835, 1224, 969, 1246]
properties-sub: HOUSES.	[882, 1012, 922, 1023]
